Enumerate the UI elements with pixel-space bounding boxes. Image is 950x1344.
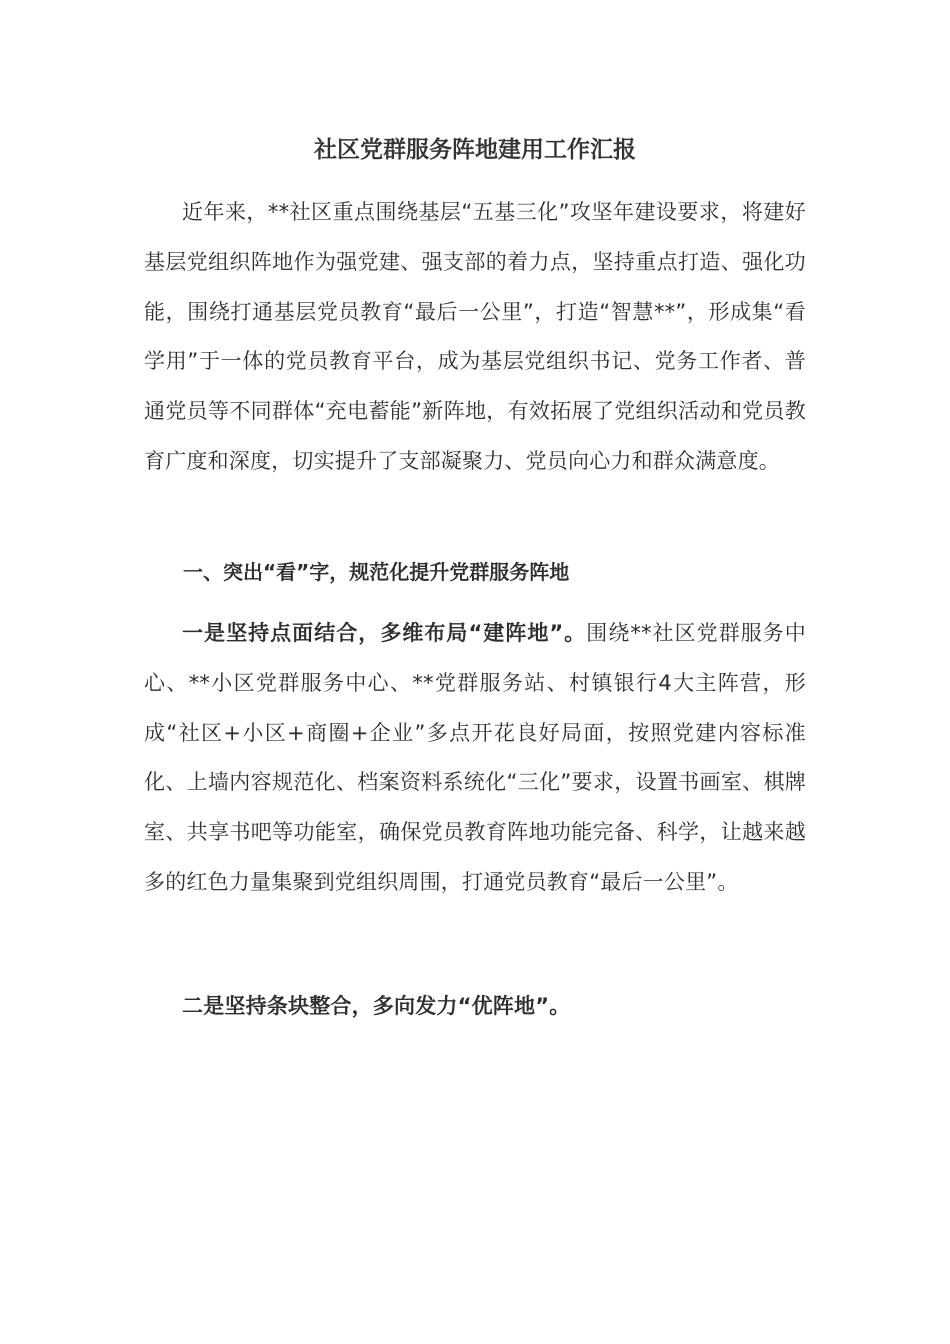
point-2-lead: 二是坚持条块整合，多向发力“优阵地”。 bbox=[182, 994, 571, 1018]
section-heading-1: 一、突出“看”字，规范化提升党群服务阵地 bbox=[183, 560, 570, 584]
document-title: 社区党群服务阵地建用工作汇报 bbox=[314, 137, 636, 163]
point-1-body: 围绕**社区党群服务中心、**小区党群服务中心、**党群服务站、村镇银行4大主阵营，形成“社区+小区+商圈+企业”多点开花良好局面，按照党建内容标准化、上墙内容规范化、档案资料系统化“三化”要求，设置书画室、棋牌室、共享书吧等功能室，确保党员教育阵地功能完备、科学，让越来越多的红色力量集聚到党组织周围，打通党员教育“最后一公里”。 bbox=[144, 621, 806, 894]
point-1-lead: 一是坚持点面结合，多维布局“建阵地”。 bbox=[182, 621, 587, 645]
point-2-paragraph bbox=[144, 982, 806, 1032]
intro-paragraph: 近年来，**社区重点围绕基层“五基三化”攻坚年建设要求，将建好基层党组织阵地作为强党建、强支部的着力点，坚持重点打造、强化功能，围绕打通基层党员教育“最后一公里”，打造“智慧**”，形成集“看学用”于一体的党员教育平台，成为基层党组织书记、党务工作者、普通党员等不同群体“充电蓄能”新阵地，有效拓展了党组织活动和党员教育广度和深度，切实提升了支部凝聚力、党员向心力和群众满意度。 bbox=[144, 200, 806, 473]
point-1-paragraph bbox=[144, 609, 806, 908]
